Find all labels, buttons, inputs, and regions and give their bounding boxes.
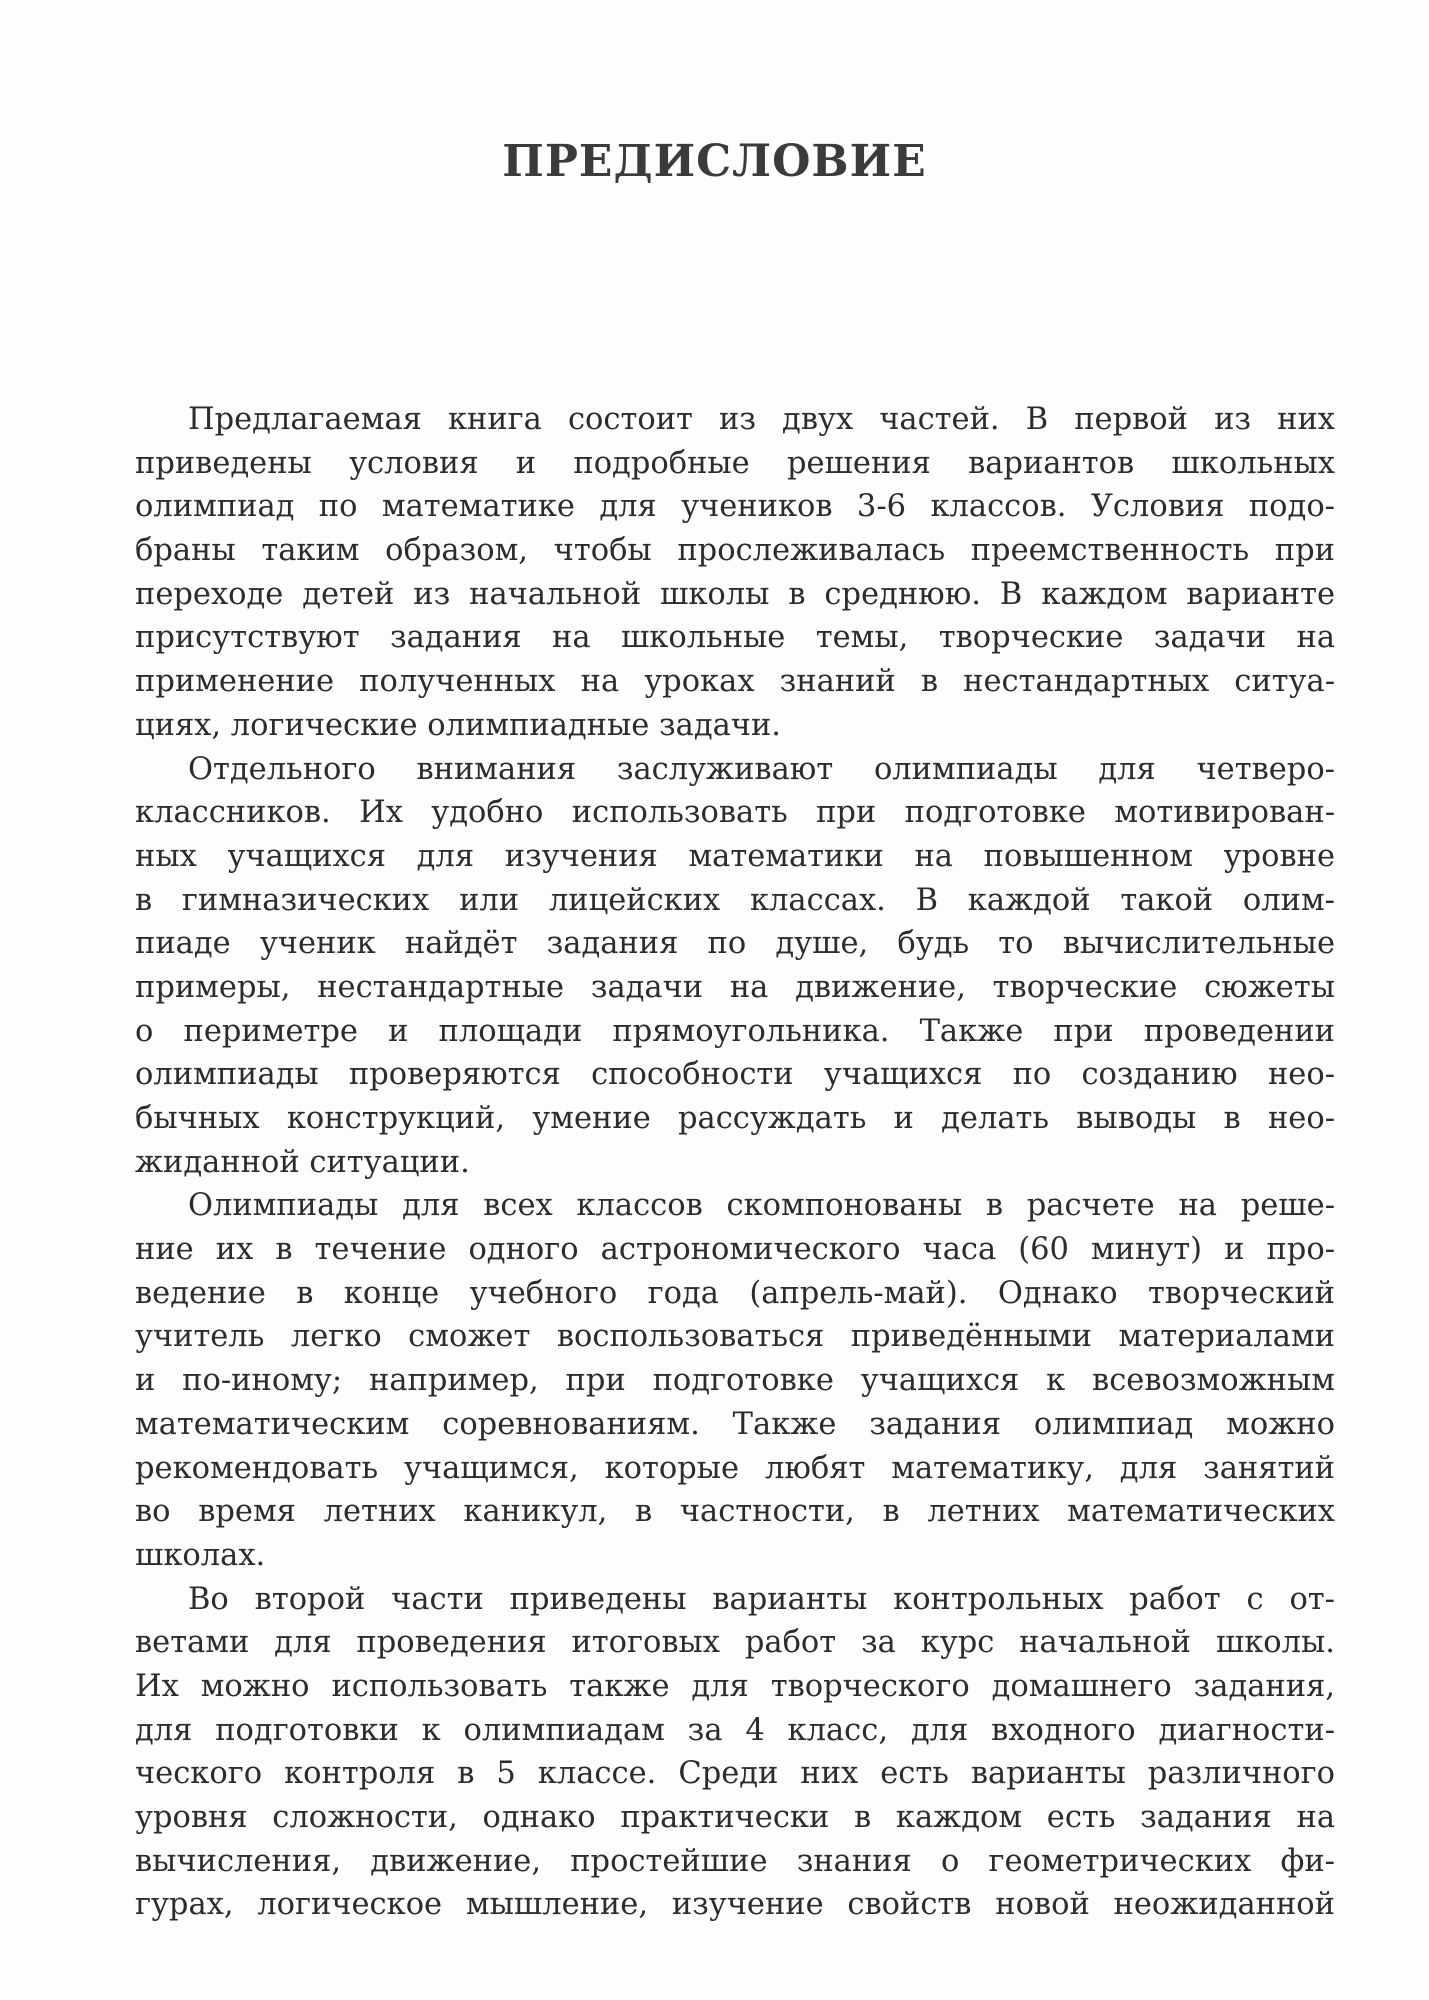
text-line: пиаде ученик найдёт задания по душе, будь то вычислительные xyxy=(135,926,1335,962)
text-line: Их можно использовать также для творческого домашнего задания, xyxy=(135,1668,1335,1704)
text-line: браны таким образом, чтобы прослеживалась преемственность при xyxy=(135,533,1335,569)
text-line: ветами для проведения итоговых работ за курс начальной школы. xyxy=(135,1625,1335,1661)
text-line: ческого контроля в 5 классе. Среди них есть варианты различного xyxy=(135,1756,1335,1792)
text-line: присутствуют задания на школьные темы, творческие задачи на xyxy=(135,620,1335,656)
text-line: вычисления, движение, простейшие знания о геометрических фи- xyxy=(135,1843,1335,1879)
text-line: ние их в течение одного астрономического часа (60 минут) и про- xyxy=(135,1232,1335,1268)
text-line: рекомендовать учащимся, которые любят математику, для занятий xyxy=(135,1450,1335,1486)
text-line: в гимназических или лицейских классах. В каждой такой олим- xyxy=(135,882,1335,918)
text-line: приведены условия и подробные решения вариантов школьных xyxy=(135,445,1335,481)
text-line: олимпиад по математике для учеников 3-6 классов. Условия подо- xyxy=(135,489,1335,525)
text-line: Олимпиады для всех классов скомпонованы в расчете на реше- xyxy=(188,1188,1335,1224)
text-line: Предлагаемая книга состоит из двух частей. В первой из них xyxy=(188,402,1335,437)
text-line: переходе детей из начальной школы в среднюю. В каждом варианте xyxy=(135,576,1335,612)
text-line: Отдельного внимания заслуживают олимпиады для четверо- xyxy=(188,751,1335,787)
text-line: бычных конструкций, умение рассуждать и делать выводы в нео- xyxy=(135,1101,1335,1136)
text-line: во время летних каникул, в частности, в летних математических xyxy=(135,1494,1335,1530)
text-line: для подготовки к олимпиадам за 4 класс, для входного диагности- xyxy=(135,1712,1335,1748)
text-line: примеры, нестандартные задачи на движение, творческие сюжеты xyxy=(135,969,1335,1005)
text-line: циях, логические олимпиадные задачи. xyxy=(135,707,781,743)
text-line: жиданной ситуации. xyxy=(135,1144,470,1180)
text-line: Во второй части приведены варианты контрольных работ с от- xyxy=(188,1581,1335,1617)
text-line: учитель легко сможет воспользоваться приведёнными материалами xyxy=(135,1319,1335,1355)
page-title: ПРЕДИСЛОВИЕ xyxy=(502,136,927,187)
body-text xyxy=(135,398,1335,1927)
text-line: гурах, логическое мышление, изучение свойств новой неожиданной xyxy=(135,1887,1335,1923)
text-line: и по-иному; например, при подготовке учащихся к всевозможным xyxy=(135,1363,1335,1399)
text-line: применение полученных на уроках знаний в нестандартных ситуа- xyxy=(135,664,1335,700)
text-line: о периметре и площади прямоугольника. Также при проведении xyxy=(135,1013,1335,1049)
text-line: олимпиады проверяются способности учащихся по созданию нео- xyxy=(135,1057,1335,1093)
text-line: математическим соревнованиям. Также задания олимпиад можно xyxy=(135,1406,1335,1442)
text-line: школах. xyxy=(135,1537,266,1573)
text-line: классников. Их удобно использовать при подготовке мотивирован- xyxy=(135,795,1335,831)
text-line: ных учащихся для изучения математики на повышенном уровне xyxy=(135,838,1335,874)
text-line: ведение в конце учебного года (апрель-май). Однако творческий xyxy=(135,1275,1335,1311)
text-line: уровня сложности, однако практически в каждом есть задания на xyxy=(135,1800,1335,1835)
